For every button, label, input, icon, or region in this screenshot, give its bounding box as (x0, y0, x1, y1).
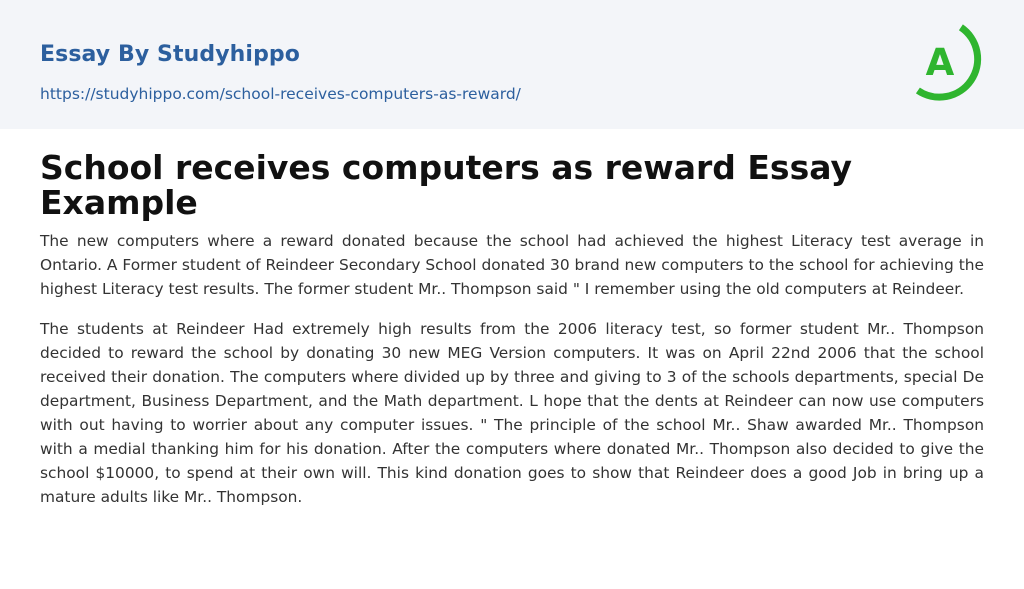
paragraph: The new computers where a reward donated because the school had achieved the highest Literacy test average in Ontario. A Former student of Reindeer Secondary School donated 30 brand new computers to the school for achieving the highest Literacy test results. The former student Mr.. Thompson said " I remember using the old computers at Reindeer. (40, 232, 984, 298)
page-title: School receives computers as reward Essay Example (40, 148, 852, 222)
page-url-link[interactable]: https://studyhippo.com/school-receives-computers-as-reward/ (40, 85, 521, 103)
article-body (40, 229, 984, 525)
logo-letter: A (925, 41, 955, 84)
site-brand[interactable]: Essay By Studyhippo (40, 42, 300, 67)
paragraph: The students at Reindeer Had extremely high results from the 2006 literacy test, so former student Mr.. Thompson decided to reward the school by donating 30 new MEG Version computers. It was on April 22nd 2006 that the school received their donation. The computers where divided up by three and giving to 3 of the schools departments, special De department, Business Department, and the Math department. L hope that the dents at Reindeer can now use computers with out having to worrier about any computer issues. " The principle of the school Mr.. Shaw awarded Mr.. Thompson with a medial thanking him for his donation. After the computers where donated Mr.. Thompson also decided to give the school $10000, to spend at their own will. This kind donation goes to show that Reindeer does a good Job in bring up a mature adults like Mr.. Thompson. (40, 320, 984, 506)
site-header (0, 0, 1024, 129)
studyhippo-logo-icon[interactable] (914, 19, 986, 105)
